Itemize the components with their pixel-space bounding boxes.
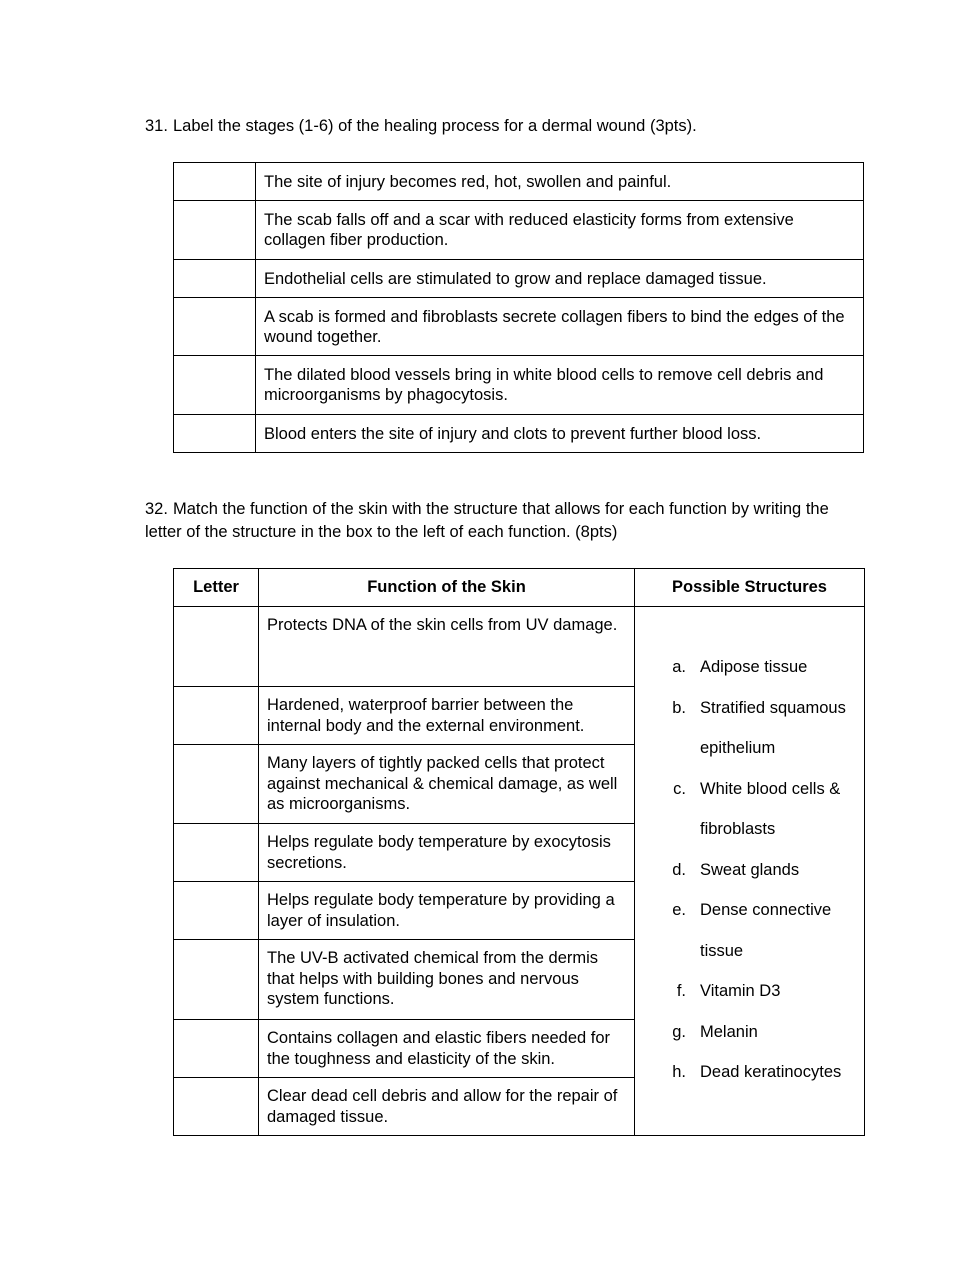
structure-letter: h. bbox=[672, 1063, 686, 1081]
structure-name: Stratified squamous epithelium bbox=[700, 698, 846, 757]
question-text: Match the function of the skin with the structure that allows for each function by writing the letter of the structure in the box to the left of each function. (8pts) bbox=[145, 500, 829, 541]
structure-letter: a. bbox=[672, 658, 686, 676]
structure-letter: c. bbox=[673, 779, 686, 798]
stage-statement: A scab is formed and fibroblasts secrete collagen fibers to bind the edges of the wound together. bbox=[256, 298, 864, 356]
function-description: Clear dead cell debris and allow for the repair of damaged tissue. bbox=[259, 1078, 635, 1136]
table-row bbox=[174, 415, 864, 453]
structure-name: Adipose tissue bbox=[700, 658, 808, 676]
function-description: Contains collagen and elastic fibers needed for the toughness and elasticity of the skin. bbox=[259, 1020, 635, 1078]
question-text: Label the stages (1-6) of the healing process for a dermal wound (3pts). bbox=[173, 117, 697, 135]
letter-answer-box[interactable] bbox=[174, 1020, 259, 1078]
function-description: Helps regulate body temperature by exocytosis secretions. bbox=[259, 824, 635, 882]
structure-name: Vitamin D3 bbox=[700, 982, 781, 1000]
structure-item bbox=[635, 769, 864, 850]
question-32-prompt bbox=[145, 498, 865, 544]
structures-column-header: Possible Structures bbox=[635, 569, 865, 607]
function-description: Helps regulate body temperature by providing a layer of insulation. bbox=[259, 882, 635, 940]
healing-stages-table bbox=[173, 162, 864, 453]
structure-item bbox=[635, 890, 864, 971]
question-31-prompt bbox=[145, 115, 865, 138]
stage-statement: The site of injury becomes red, hot, swollen and painful. bbox=[256, 163, 864, 201]
function-description: Many layers of tightly packed cells that protect against mechanical & chemical damage, as well as microorganisms. bbox=[259, 745, 635, 824]
table-row bbox=[174, 163, 864, 201]
table-row bbox=[174, 356, 864, 415]
table-row bbox=[174, 298, 864, 356]
stage-statement: The scab falls off and a scar with reduced elasticity forms from extensive collagen fiber production. bbox=[256, 201, 864, 260]
structure-name: Melanin bbox=[700, 1022, 758, 1041]
stage-answer-box[interactable] bbox=[174, 163, 256, 201]
function-description: Protects DNA of the skin cells from UV damage. bbox=[259, 607, 635, 687]
letter-answer-box[interactable] bbox=[174, 824, 259, 882]
structure-name: Dead keratinocytes bbox=[700, 1063, 842, 1081]
structure-letter: g. bbox=[672, 1022, 686, 1041]
structure-name: Sweat glands bbox=[700, 860, 800, 879]
structure-item bbox=[635, 647, 864, 688]
letter-answer-box[interactable] bbox=[174, 745, 259, 824]
structure-letter: f. bbox=[676, 982, 686, 1000]
table-row bbox=[174, 607, 865, 687]
structure-letter: e. bbox=[672, 901, 686, 919]
function-description: The UV-B activated chemical from the dermis that helps with building bones and nervous system functions. bbox=[259, 940, 635, 1020]
structure-item bbox=[635, 1052, 864, 1093]
letter-answer-box[interactable] bbox=[174, 1078, 259, 1136]
question-number: 32. bbox=[145, 500, 168, 518]
structure-item bbox=[635, 688, 864, 769]
structure-name: Dense connective tissue bbox=[700, 901, 832, 960]
letter-answer-box[interactable] bbox=[174, 940, 259, 1020]
structure-item bbox=[635, 850, 864, 891]
possible-structures-list bbox=[635, 607, 865, 1136]
stage-answer-box[interactable] bbox=[174, 260, 256, 298]
letter-answer-box[interactable] bbox=[174, 882, 259, 940]
letter-answer-box[interactable] bbox=[174, 607, 259, 687]
structure-item bbox=[635, 1012, 864, 1053]
structure-name: White blood cells & fibroblasts bbox=[700, 779, 841, 838]
stage-answer-box[interactable] bbox=[174, 415, 256, 453]
stage-statement: The dilated blood vessels bring in white blood cells to remove cell debris and microorganisms by phagocytosis. bbox=[256, 356, 864, 415]
letter-answer-box[interactable] bbox=[174, 687, 259, 745]
stage-statement: Blood enters the site of injury and clots to prevent further blood loss. bbox=[256, 415, 864, 453]
structure-letter: b. bbox=[672, 698, 686, 717]
table-header-row bbox=[174, 569, 865, 607]
stage-statement: Endothelial cells are stimulated to grow and replace damaged tissue. bbox=[256, 260, 864, 298]
stage-answer-box[interactable] bbox=[174, 298, 256, 356]
letter-column-header: Letter bbox=[174, 569, 259, 607]
table-row bbox=[174, 260, 864, 298]
stage-answer-box[interactable] bbox=[174, 356, 256, 415]
table-row bbox=[174, 201, 864, 260]
question-number: 31. bbox=[145, 117, 168, 135]
function-description: Hardened, waterproof barrier between the internal body and the external environment. bbox=[259, 687, 635, 745]
structure-letter: d. bbox=[672, 860, 686, 879]
stage-answer-box[interactable] bbox=[174, 201, 256, 260]
function-column-header: Function of the Skin bbox=[259, 569, 635, 607]
skin-function-matching-table bbox=[173, 568, 865, 1136]
structure-item bbox=[635, 971, 864, 1012]
